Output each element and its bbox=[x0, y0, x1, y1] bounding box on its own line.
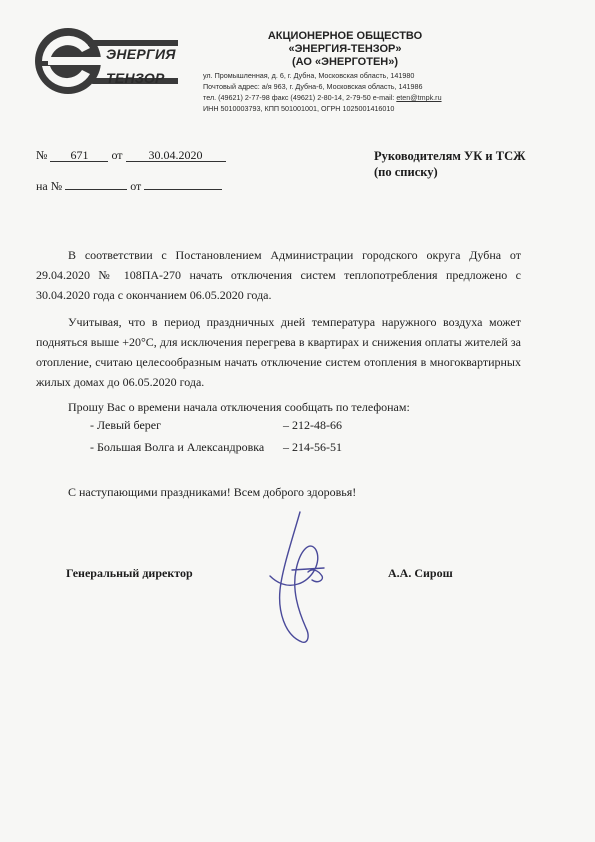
paragraph-2: Учитывая, что в период праздничных дней температура наружного воздуха может подняться выше +20°С, для исключения перегрева в квартирах и снижения оплаты жителей за отопление, считаю целесообразным начать отключение систем отопления в многоквартирных жилых домах до 06.05.2020 года. bbox=[36, 315, 521, 389]
addressee-line2: (по списку) bbox=[374, 165, 438, 179]
org-line3: (АО «ЭНЕРГОТЕН») bbox=[291, 56, 399, 68]
phone-label: - Левый берег bbox=[90, 418, 162, 432]
org-email-link[interactable]: eten@tmpk.ru bbox=[396, 93, 442, 102]
ref-no-label: № bbox=[36, 148, 48, 162]
ref-no-value: 671 bbox=[50, 148, 108, 162]
org-phones-text: тел. (49621) 2-77-98 факс (49621) 2-80-14, 2-79-50 e-mail: bbox=[203, 93, 397, 102]
org-line1: АКЦИОНЕРНОЕ ОБЩЕСТВО bbox=[267, 30, 423, 42]
logo-line2: ТЕНЗОР bbox=[106, 70, 165, 86]
phone-number: – 214-56-51 bbox=[283, 440, 342, 454]
org-contacts bbox=[203, 70, 503, 114]
phone-number: – 212-48-66 bbox=[283, 418, 342, 432]
company-logo bbox=[28, 26, 198, 96]
org-address: ул. Промышленная, д. 6, г. Дубна, Московская область, 141980 bbox=[203, 71, 415, 80]
ref-in-reply-value bbox=[65, 176, 127, 190]
phone-row bbox=[90, 440, 342, 455]
handwritten-signature-icon bbox=[262, 510, 332, 650]
signatory-title: Генеральный директор bbox=[66, 566, 193, 580]
ref-date2-value bbox=[144, 176, 222, 190]
org-postal-address: Почтовый адрес: а/я 963, г. Дубна-6, Московская область, 141986 bbox=[203, 82, 423, 91]
addressee-line1: Руководителям УК и ТСЖ bbox=[374, 149, 526, 163]
logo-line1: ЭНЕРГИЯ bbox=[106, 46, 176, 62]
org-phones bbox=[203, 92, 503, 103]
outgoing-ref bbox=[36, 148, 226, 163]
ref-in-reply-label: на № bbox=[36, 179, 63, 193]
ref-date-value: 30.04.2020 bbox=[126, 148, 226, 162]
org-ids: ИНН 5010003793, КПП 501001001, ОГРН 1025001416010 bbox=[203, 104, 395, 113]
org-line2: «ЭНЕРГИЯ-ТЕНЗОР» bbox=[288, 43, 402, 55]
paragraph-1: В соответствии с Постановлением Администрации городского округа Дубна от 29.04.2020 № 108ПА-270 начать отключения систем теплопотребления предложено с 30.04.2020 года с окончанием 06.05.2020 года. bbox=[36, 248, 521, 302]
incoming-ref bbox=[36, 176, 222, 194]
greeting: С наступающими праздниками! Всем доброго здоровья! bbox=[68, 485, 357, 499]
phone-row bbox=[90, 418, 342, 433]
paragraph-3: Прошу Вас о времени начала отключения сообщать по телефонам: bbox=[68, 400, 410, 414]
ref-from-label: от bbox=[111, 148, 123, 162]
phone-label: - Большая Волга и Александровка bbox=[90, 440, 265, 454]
signatory-name: А.А. Сирош bbox=[388, 566, 453, 580]
ref-from2-label: от bbox=[130, 179, 142, 193]
org-name-block bbox=[230, 30, 460, 69]
addressee-block bbox=[374, 148, 525, 180]
